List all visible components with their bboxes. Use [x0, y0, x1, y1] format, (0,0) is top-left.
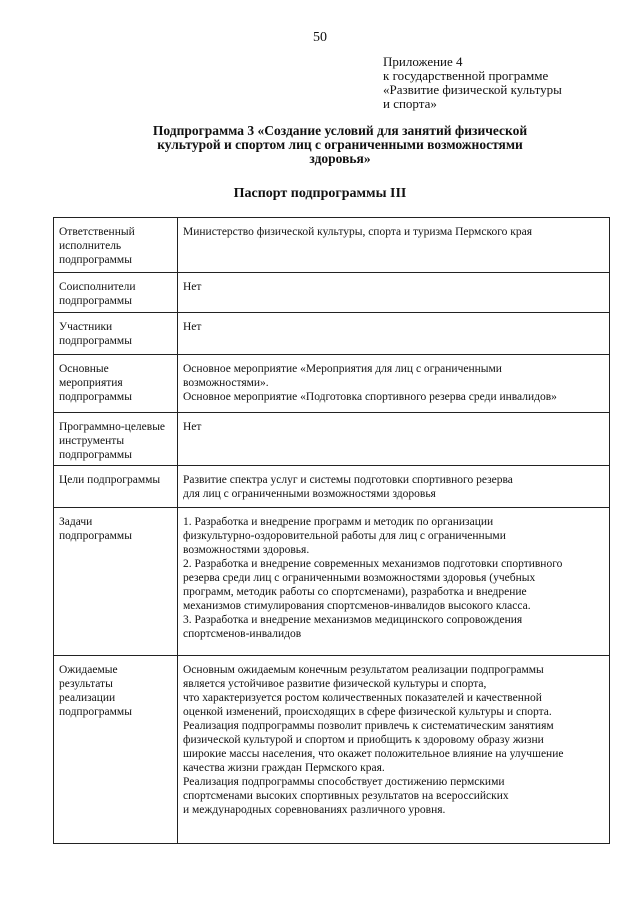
row-value-line: Министерство физической культуры, спорта и туризма Пермского края	[183, 226, 532, 238]
row-value-line: Развитие спектра услуг и системы подготовки спортивного резерва	[183, 474, 513, 486]
appendix-note	[383, 55, 623, 111]
appendix-line: и спорта»	[383, 96, 437, 111]
subprogram-title	[60, 124, 620, 166]
row-label-line: Задачи	[59, 516, 93, 528]
row-value-line: Основным ожидаемым конечным результатом реализации подпрограммы	[183, 664, 544, 676]
subprogram-title-line: здоровья»	[309, 151, 371, 166]
passport-table-body	[54, 218, 610, 844]
appendix-line: «Развитие физической культуры	[383, 82, 562, 97]
row-value-cell	[178, 355, 610, 413]
row-label-cell	[54, 313, 178, 355]
appendix-line: к государственной программе	[383, 68, 549, 83]
row-value-line: Основное мероприятие «Мероприятия для лиц с ограниченными	[183, 363, 502, 375]
row-label-line: подпрограммы	[59, 254, 132, 266]
page-number: 50	[313, 30, 327, 45]
row-label-line: подпрограммы	[59, 335, 132, 347]
row-label-line: Основные	[59, 363, 109, 375]
row-label-cell	[54, 656, 178, 844]
subprogram-title-line: культурой и спортом лиц с ограниченными возможностями	[157, 137, 523, 152]
row-label-line: подпрограммы	[59, 295, 132, 307]
row-label-line: подпрограммы	[59, 449, 132, 461]
passport-row	[54, 355, 610, 413]
row-value-line: физкультурно-оздоровительной работы для лиц с ограниченными	[183, 530, 506, 542]
row-label-cell	[54, 355, 178, 413]
row-label-line: Цели подпрограммы	[59, 474, 161, 486]
row-value-line: для лиц с ограниченными возможностями здоровья	[183, 488, 436, 500]
row-value-cell	[178, 656, 610, 844]
subprogram-title-line: Подпрограмма 3 «Создание условий для занятий физической	[152, 123, 528, 138]
row-value-cell	[178, 466, 610, 508]
row-value-line: программ, методик работы со спортсменами), разработка и внедрение	[183, 586, 527, 598]
row-value-line: качества жизни граждан Пермского края.	[183, 762, 385, 774]
row-value-line: Реализация подпрограммы позволит привлечь к систематическим занятиям	[183, 720, 554, 732]
row-value-line: возможностями здоровья.	[183, 544, 310, 556]
passport-row	[54, 508, 610, 656]
row-value-line: что характеризуется ростом количественных показателей и качественной	[183, 692, 542, 704]
row-label-line: Ответственный	[59, 226, 135, 238]
row-value-line: широкие массы населения, что окажет положительное влияние на улучшение	[183, 748, 564, 760]
row-value-line: 2. Разработка и внедрение современных механизмов подготовки спортивного	[183, 558, 563, 570]
row-label-line: Соисполнители	[59, 281, 136, 293]
row-label-line: подпрограммы	[59, 530, 132, 542]
row-value-line: Нет	[183, 321, 202, 333]
row-label-line: Участники	[59, 321, 113, 333]
passport-row	[54, 656, 610, 844]
row-label-line: инструменты	[59, 435, 125, 447]
row-label-cell	[54, 466, 178, 508]
row-label-cell	[54, 218, 178, 273]
passport-table	[53, 217, 610, 844]
row-value-line: Нет	[183, 421, 202, 433]
row-value-cell	[178, 218, 610, 273]
row-label-cell	[54, 508, 178, 656]
row-value-line: Нет	[183, 281, 202, 293]
row-value-line: физической культурой и спортом и приобщить к здоровому образу жизни	[183, 734, 544, 746]
row-value-line: Реализация подпрограммы способствует достижению пермскими	[183, 776, 505, 788]
row-label-line: подпрограммы	[59, 706, 132, 718]
row-value-line: 1. Разработка и внедрение программ и методик по организации	[183, 516, 494, 528]
row-label-line: реализации	[59, 692, 116, 704]
row-value-cell	[178, 508, 610, 656]
row-value-line: является устойчивое развитие физической культуры и спорта,	[183, 678, 487, 690]
passport-row	[54, 466, 610, 508]
row-value-line: возможностями».	[183, 377, 269, 389]
row-value-cell	[178, 273, 610, 313]
row-label-line: исполнитель	[59, 240, 122, 252]
row-value-line: механизмов стимулирования спортсменов-инвалидов высокого класса.	[183, 600, 531, 612]
row-label-cell	[54, 413, 178, 466]
row-label-line: подпрограммы	[59, 391, 132, 403]
row-value-line: 3. Разработка и внедрение механизмов медицинского сопровождения	[183, 614, 523, 626]
row-label-line: Программно-целевые	[59, 421, 166, 433]
passport-row	[54, 273, 610, 313]
row-value-line: спортсменов-инвалидов	[183, 628, 302, 640]
appendix-line: Приложение 4	[383, 54, 463, 69]
row-value-cell	[178, 313, 610, 355]
row-label-line: мероприятия	[59, 377, 123, 389]
passport-row	[54, 413, 610, 466]
row-label-cell	[54, 273, 178, 313]
row-value-cell	[178, 413, 610, 466]
passport-row	[54, 313, 610, 355]
row-value-line: спортсменами высоких спортивных результатов на всероссийских	[183, 790, 509, 802]
passport-title: Паспорт подпрограммы III	[233, 186, 407, 201]
row-label-line: Ожидаемые	[59, 664, 118, 676]
row-value-line: оценкой изменений, происходящих в сфере физической культуры и спорта.	[183, 706, 552, 718]
row-value-line: и международных соревнованиях различного уровня.	[183, 804, 446, 816]
row-value-line: Основное мероприятие «Подготовка спортивного резерва среди инвалидов»	[183, 391, 557, 403]
passport-row	[54, 218, 610, 273]
row-label-line: результаты	[59, 678, 113, 690]
row-value-line: резерва среди лиц с ограниченными возможностями здоровья (учебных	[183, 572, 536, 584]
